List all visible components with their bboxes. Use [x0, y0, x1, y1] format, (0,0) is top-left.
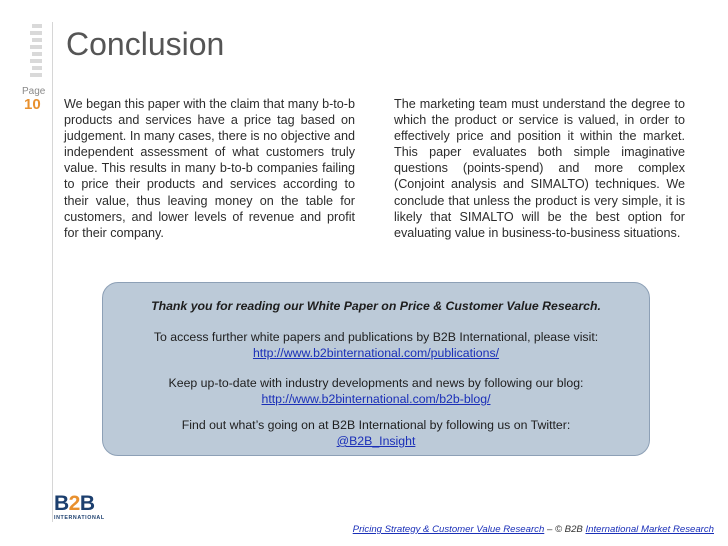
thank-you-heading: Thank you for reading our White Paper on Price & Customer Value Research. — [151, 299, 601, 313]
page-label: Page — [22, 86, 46, 97]
blog-block — [103, 375, 649, 407]
footer-company-link[interactable]: International Market Research — [585, 524, 714, 535]
publications-block — [103, 329, 649, 361]
publications-text: To access further white papers and publications by B2B International, please visit: — [153, 330, 599, 344]
body-paragraph-left: We began this paper with the claim that many b-to-b products and services have a price tag based on judgement. In many cases, there is no objective and independent assessment of what customers truly value. This results in many b-to-b companies failing to price their products and services according to their value, thus leaving money on the table for customers, and lower levels of revenue and profit for their company. — [64, 97, 355, 240]
logo-digit-2: 2 — [68, 492, 80, 515]
blog-text: Keep up-to-date with industry developments and news by following our blog: — [168, 376, 584, 390]
margin-divider — [52, 22, 53, 522]
thank-you-callout — [102, 282, 650, 456]
decorative-dots — [30, 24, 44, 80]
footer-doc-title-link[interactable]: Pricing Strategy & Customer Value Research — [352, 524, 545, 535]
twitter-block — [103, 417, 649, 449]
footer-separator: – © B2B — [544, 524, 586, 535]
logo-letter-b-2: B — [79, 492, 95, 515]
body-paragraph-right: The marketing team must understand the degree to which the product or service is valued, in order to effectively price and position it within the market. This paper evaluates both simple imaginative questions (points-spend) and more complex (Conjoint analysis and SIMALTO) techniques. We conclude that unless the product is very simple, it is likely that SIMALTO will be the best option for evaluating value in business-to-business situations. — [394, 97, 685, 240]
twitter-link[interactable]: @B2B_Insight — [336, 434, 416, 448]
logo-letter-b: B — [54, 492, 69, 515]
page-title: Conclusion — [66, 26, 225, 62]
b2b-logo — [54, 493, 114, 523]
page-number: 10 — [24, 96, 41, 113]
page-footer — [353, 524, 714, 535]
publications-link[interactable]: http://www.b2binternational.com/publications/ — [252, 346, 500, 360]
blog-link[interactable]: http://www.b2binternational.com/b2b-blog/ — [261, 392, 491, 406]
twitter-text: Find out what’s going on at B2B International by following us on Twitter: — [181, 418, 571, 432]
logo-subtitle: INTERNATIONAL — [54, 515, 105, 521]
